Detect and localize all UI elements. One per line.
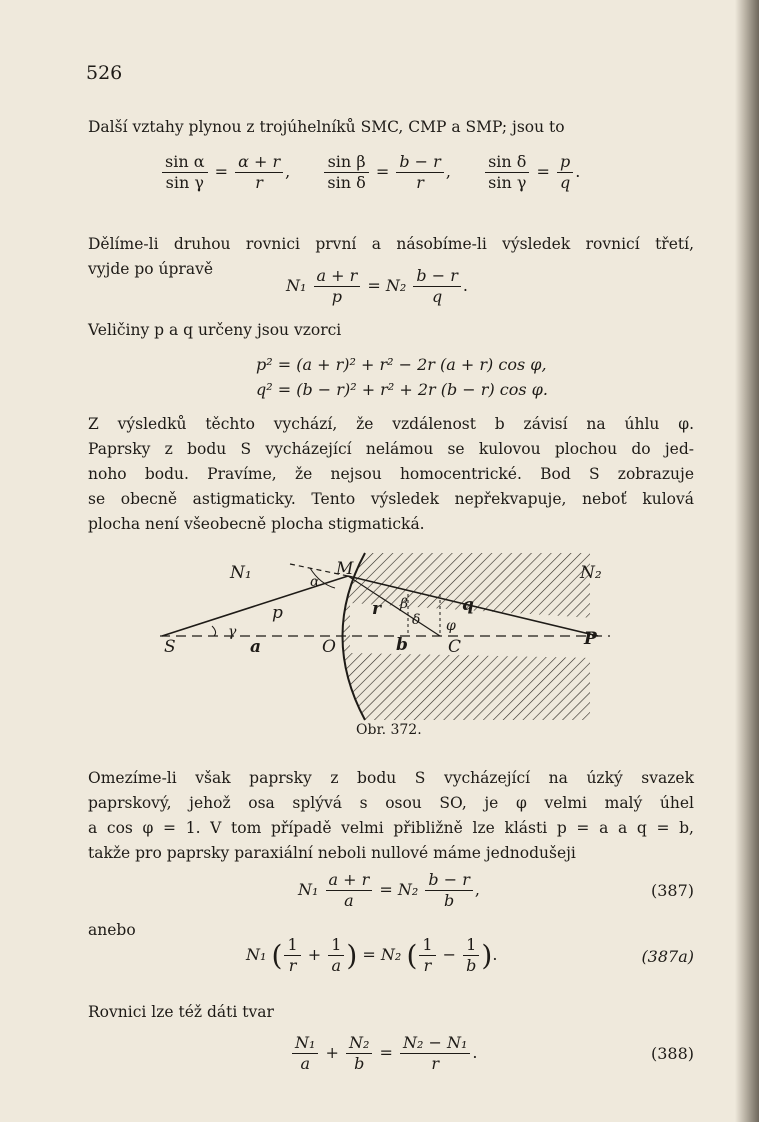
label-a: a [250, 637, 262, 657]
page-number: 526 [86, 62, 123, 84]
figure-372 [150, 548, 620, 728]
equation-number-388: (388) [650, 1044, 694, 1063]
equation-number-387: (387) [650, 881, 694, 900]
fraction: $\frac{1}{b}$ [463, 935, 479, 976]
label-m: M [336, 559, 354, 579]
label-beta: β [400, 596, 409, 612]
label-b: b [396, 635, 408, 655]
anebo-text: anebo [88, 921, 136, 939]
paragraph-5: Omezíme-li však paprsky z bodu S vycházející na úzký svazek paprskový, jehož osa splývá s osou SO, je φ velmi malý úhel a cos φ = 1. V tom případě velmi přibližně lze klásti p = a a q = b, takže pro paprsky paraxiální neboli nullové máme jednodušeji [88, 769, 694, 862]
paragraph-1 [88, 115, 694, 140]
label-s: S [164, 637, 176, 657]
page-edge-shadow [735, 0, 759, 1122]
fraction: $\frac{b - r}{q}$ [413, 266, 460, 307]
fraction: $\frac{\text{sin β}}{\text{sin δ}}$ [324, 152, 368, 193]
label-delta: δ [412, 612, 421, 628]
equation-1: $\frac{\text{sin α}}{\text{sin γ}}$ = $\frac{\alpha + r}{r}$ , $\frac{\text{sin β}}{\text{sin δ}}$ = $\frac{b - r}{r}$ , $\frac{\text{sin δ}}{\text{sin γ}}$ = $\frac{p}{q}$ . [160, 152, 580, 193]
fraction: $\frac{1}{a}$ [328, 935, 344, 976]
equation-number-387a: (387a) [641, 947, 694, 966]
label-p: p [272, 603, 283, 623]
label-r: r [372, 599, 381, 619]
equation-388: $\frac{\text{N₁}}{a}$ + $\frac{\text{N₂}}{b}$ = $\frac{\text{N₂ − N₁}}{r}$ . [290, 1033, 478, 1074]
label-phi: φ [446, 618, 456, 634]
fraction: $\frac{\alpha + r}{r}$ [235, 152, 283, 193]
fraction: $\frac{p}{q}$ [557, 152, 573, 193]
label-n2: N₂ [580, 563, 602, 583]
fraction: $\frac{a + r}{p}$ [314, 266, 361, 307]
paragraph-2: Dělíme-li druhou rovnici první a násobíme-li výsledek rovnicí třetí, vyjde po úpravě [88, 235, 694, 278]
equation-387a: N₁ ( $\frac{1}{r}$ + $\frac{1}{a}$ ) = N₂ ( $\frac{1}{r}$ − $\frac{1}{b}$ ). [246, 935, 498, 975]
label-alpha: α [310, 574, 320, 590]
equation-3: p² = (a + r)² + r² − 2r (a + r) cos φ, q² = (b − r)² + r² + 2r (b − r) cos φ. [256, 355, 548, 399]
equation-387: N₁ $\frac{a + r}{a}$ = N₂ $\frac{b - r}{b}$ , [298, 870, 480, 910]
paragraph-3: Veličiny p a q určeny jsou vzorci [88, 321, 342, 339]
fraction: $\frac{\text{N₂ − N₁}}{r}$ [400, 1033, 470, 1074]
fraction: $\frac{\text{N₁}}{a}$ [292, 1033, 318, 1074]
fraction: $\frac{a + r}{a}$ [326, 870, 373, 911]
label-p-point: P [584, 629, 597, 649]
fraction: $\frac{b - r}{b}$ [425, 870, 472, 911]
fraction: $\frac{1}{r}$ [284, 935, 300, 976]
label-n1: N₁ [230, 563, 252, 583]
figure-caption: Obr. 372. [356, 722, 422, 738]
paragraph-1-text: Další vztahy plynou z trojúhelníků SMC, CMP a SMP; jsou to [88, 118, 565, 136]
label-q: q [462, 595, 474, 615]
fraction: $\frac{\text{sin α}}{\text{sin γ}}$ [162, 152, 208, 193]
incident-ray [162, 576, 348, 636]
fraction: $\frac{1}{r}$ [419, 935, 435, 976]
fraction: $\frac{\text{sin δ}}{\text{sin γ}}$ [485, 152, 529, 193]
fraction: $\frac{b - r}{r}$ [396, 152, 443, 193]
label-o: O [322, 637, 336, 657]
label-c: C [448, 637, 462, 657]
paragraph-6: Rovnici lze též dáti tvar [88, 1003, 274, 1021]
fraction: $\frac{\text{N₂}}{b}$ [346, 1033, 372, 1074]
label-gamma: γ [228, 624, 237, 640]
paragraph-4: Z výsledků těchto vychází, že vzdálenost b závisí na úhlu φ. Paprsky z bodu S vycházející nelámou se kulovou plochou do jed- noho bodu. Pravíme, že nejsou homocentrické. Bod S zobrazuje se obecně astigmaticky. Tento výsledek nepřekvapuje, neboť kulová plocha není všeobecně plocha stigmatická. [88, 415, 694, 533]
gamma-arc [212, 626, 216, 636]
equation-2: N₁ $\frac{a + r}{p}$ = N₂ $\frac{b - r}{q}$ . [286, 266, 468, 306]
